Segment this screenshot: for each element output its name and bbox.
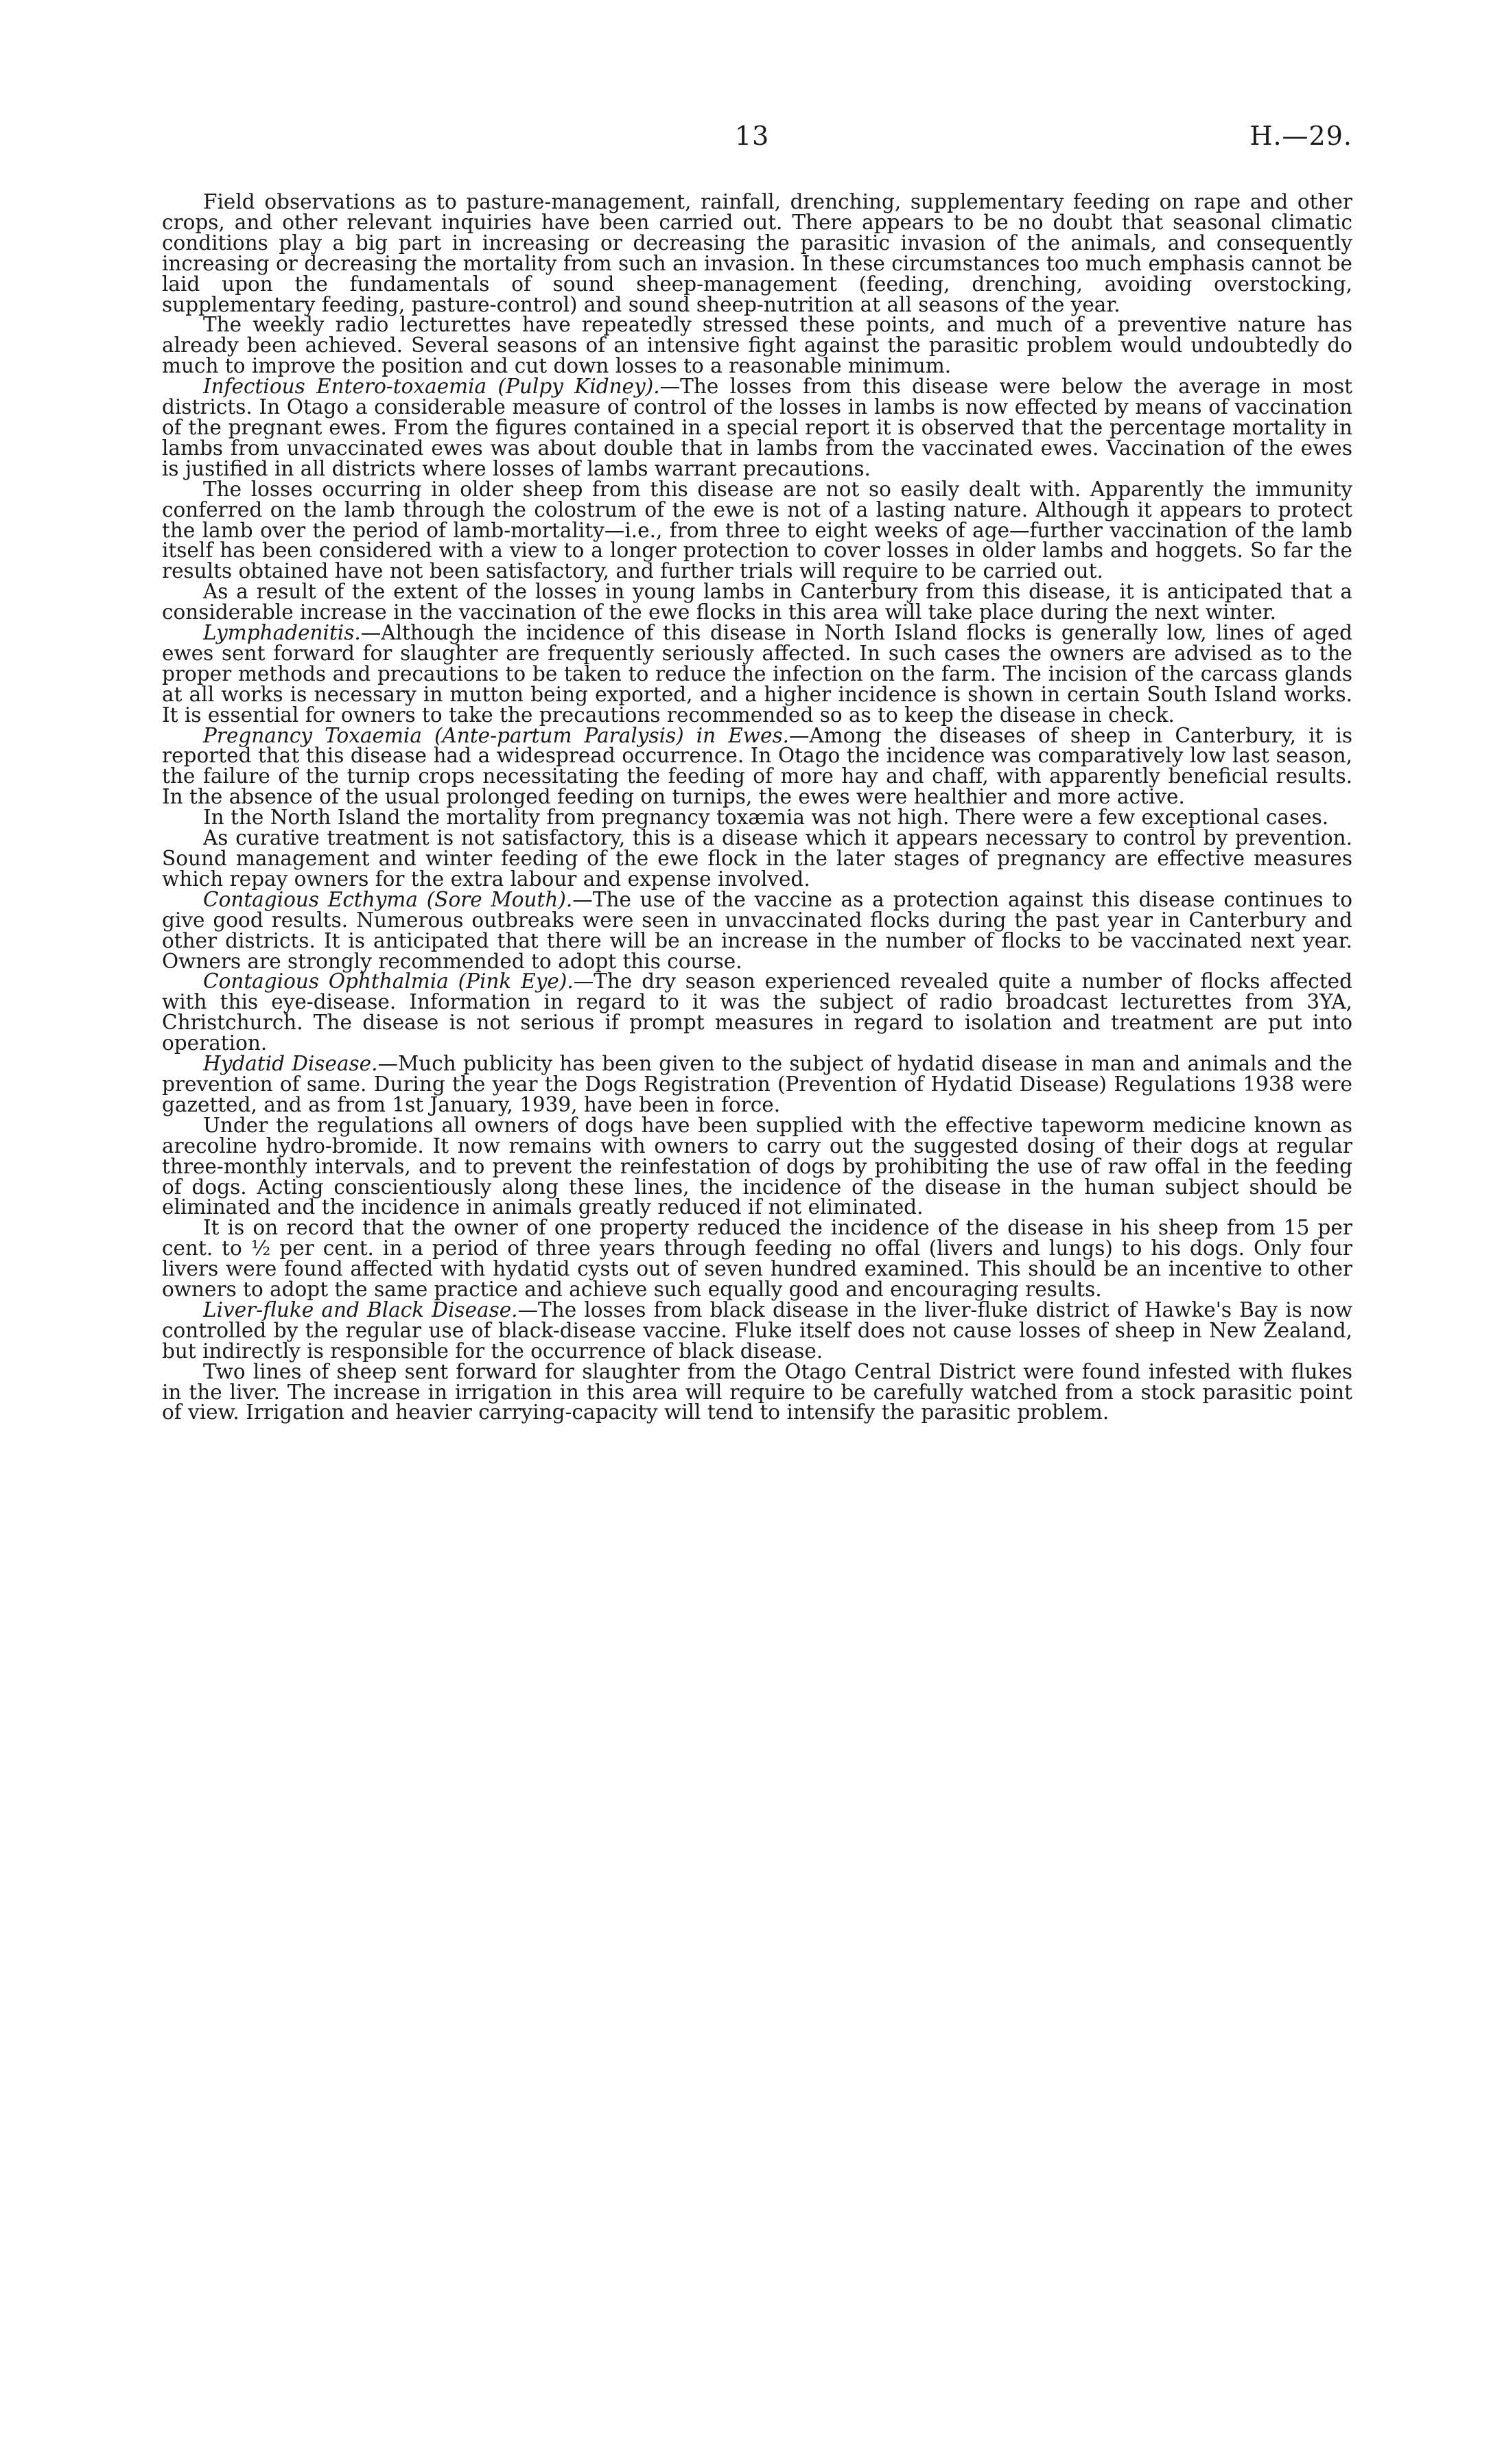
paragraph-text: As curative treatment is not satisfactory, this is a disease which it appears necessary to control by prevention. Sound management and winter feeding of the ewe flock in the later stages of pregnancy are effective measures which repay owners for the extra labour and expense involved. [162, 826, 1352, 891]
page-header [162, 121, 1352, 162]
paragraph-text: —Although the incidence of this disease in North Island flocks is generally low, lines of aged ewes sent forward for slaughter are frequently seriously affected. In such cases the owners are advised as to the proper methods and precautions to be taken to reduce the infection on the farm. The incision of the carcass glands at all works is necessary in mutton being exported, and a higher incidence is shown in certain South Island works. It is essential for owners to take the precautions recommended so as to keep the disease in check. [162, 621, 1352, 727]
paragraph-heading: Infectious Entero-toxaemia (Pulpy Kidney). [203, 375, 660, 399]
paragraph-heading: Contagious Ophthalmia (Pink Eye). [203, 970, 574, 994]
paragraph-text: Under the regulations all owners of dogs have been supplied with the effective tapeworm medicine known as arecoline hydro-bromide. It now remains with owners to carry out the suggested dosing of their dogs at regular three-monthly intervals, and to prevent the reinfestation of dogs by prohibiting the use of raw offal in the feeding of dogs. Acting conscientiously along these lines, the incidence of the disease in the human subject should be eliminated and the incidence in animals greatly reduced if not eliminated. [162, 1113, 1352, 1219]
paragraph [162, 1218, 1352, 1300]
page-number: 13 [735, 121, 770, 151]
paragraph-heading: Liver-fluke and Black Disease. [203, 1298, 518, 1322]
paragraph [162, 887, 1352, 973]
paragraph [162, 828, 1352, 890]
paragraph-text: It is on record that the owner of one property reduced the incidence of the disease in his sheep from 15 per cent. to ½ per cent. in a period of three years through feeding no offal (livers and lungs) to his dogs. Only four livers were found affected with hydatid cysts out of seven hundred examined. This should be an incentive to other owners to adopt the same practice and achieve such equally good and encouraging results. [162, 1216, 1352, 1302]
paragraph [162, 972, 1352, 1054]
paragraph-text: —The losses from this disease were below the average in most districts. In Otago a considerable measure of control of the losses in lambs is now effected by means of vaccination of the pregnant ewes. From the figures contained in a special report it is observed that the percentage mortality in lambs from unvaccinated ewes was about double that in lambs from the vaccinated ewes. Vaccination of the ewes is justified in all districts where losses of lambs warrant precautions. [162, 375, 1352, 480]
paragraph [162, 723, 1352, 809]
paragraph-text: Field observations as to pasture-management, rainfall, drenching, supplementary feeding on rape and other crops, and other relevant inquiries have been carried out. There appears to be no doubt that seasonal climatic conditions play a big part in increasing or decreasing the parasitic invasion of the animals, and consequently increasing or decreasing the mortality from such an invasion. In these circumstances too much emphasis cannot be laid upon the fundamentals of sound sheep-management (feeding, drenching, avoiding overstocking, supplementary feeding, pasture-control) and sound sheep-nutrition at all seasons of the year. [162, 190, 1352, 316]
document-reference: H.—29. [1249, 121, 1352, 151]
paragraph-text: —Among the diseases of sheep in Canterbury, it is reported that this disease had a widespread occurrence. In Otago the incidence was comparatively low last season, the failure of the turnip crops necessitating the feeding of more hay and chaff, with apparently beneficial results. In the absence of the usual prolonged feeding on turnips, the ewes were healthier and more active. [162, 723, 1352, 809]
paragraph [162, 1113, 1352, 1219]
paragraph [162, 192, 1352, 315]
paragraph-text: The losses occurring in older sheep from this disease are not so easily dealt with. Apparently the immunity conferred on the lamb through the colostrum of the ewe is not of a lasting nature. Although it appears to protect the lamb over the period of lamb-mortality—i.e., from three to eight weeks of age—further vaccination of the lamb itself has been considered with a view to a longer protection to cover losses in older lambs and hoggets. So far the results obtained have not been satisfactory, and further trials will require to be carried out. [162, 477, 1352, 583]
paragraph [162, 1359, 1352, 1424]
paragraph-heading: Lymphadenitis. [203, 621, 361, 645]
body-text [162, 192, 1352, 1423]
paragraph [162, 1300, 1352, 1362]
paragraph [162, 315, 1352, 377]
paragraph-text: —The use of the vaccine as a protection against this disease continues to give good results. Numerous outbreaks were seen in unvaccinated flocks during the past year in Canterbury and other districts. It is anticipated that there will be an increase in the number of flocks to be vaccinated next year. Owners are strongly recommended to adopt this course. [162, 887, 1352, 973]
paragraph [162, 1054, 1352, 1116]
paragraph [162, 582, 1352, 623]
paragraph [162, 377, 1352, 480]
paragraph-text: —Much publicity has been given to the subject of hydatid disease in man and animals and the prevention of same. During the year the Dogs Registration (Prevention of Hydatid Disease) Regulations 1938 were gazetted, and as from 1st January, 1939, have been in force. [162, 1052, 1352, 1116]
paragraph-text: As a result of the extent of the losses in young lambs in Canterbury from this disease, it is anticipated that a considerable increase in the vaccination of the ewe flocks in this area will take place during the next winter. [162, 580, 1352, 624]
paragraph-heading: Pregnancy Toxaemia (Ante-partum Paralysis) in Ewes. [203, 723, 789, 747]
paragraph-text: —The dry season experienced revealed quite a number of flocks affected with this eye-disease. Information in regard to it was the subject of radio broadcast lecturettes from 3YA, Christchurch. The disease is not serious if prompt measures in regard to isolation and treatment are put into operation. [162, 970, 1352, 1055]
paragraph-text: —The losses from black disease in the liver-fluke district of Hawke's Bay is now controlled by the regular use of black-disease vaccine. Fluke itself does not cause losses of sheep in New Zealand, but indirectly is responsible for the occurrence of black disease. [162, 1298, 1352, 1363]
paragraph [162, 623, 1352, 726]
paragraph-heading: Contagious Ecthyma (Sore Mouth). [203, 887, 573, 911]
paragraph-text: Two lines of sheep sent forward for slaughter from the Otago Central District were found infested with flukes in the liver. The increase in irrigation in this area will require to be carefully watched from a stock parasitic point of view. Irrigation and heavier carrying-capacity will tend to intensify the parasitic problem. [162, 1359, 1352, 1424]
paragraph-text: In the North Island the mortality from pregnancy toxæmia was not high. There were a few exceptional cases. [203, 806, 1329, 830]
paragraph [162, 477, 1352, 583]
paragraph-heading: Hydatid Disease. [203, 1052, 378, 1076]
paragraph [162, 808, 1352, 828]
paragraph-text: The weekly radio lecturettes have repeatedly stressed these points, and much of a preventive nature has already been achieved. Several seasons of an intensive fight against the parasitic problem would undoubtedly do much to improve the position and cut down losses to a reasonable minimum. [162, 313, 1352, 378]
